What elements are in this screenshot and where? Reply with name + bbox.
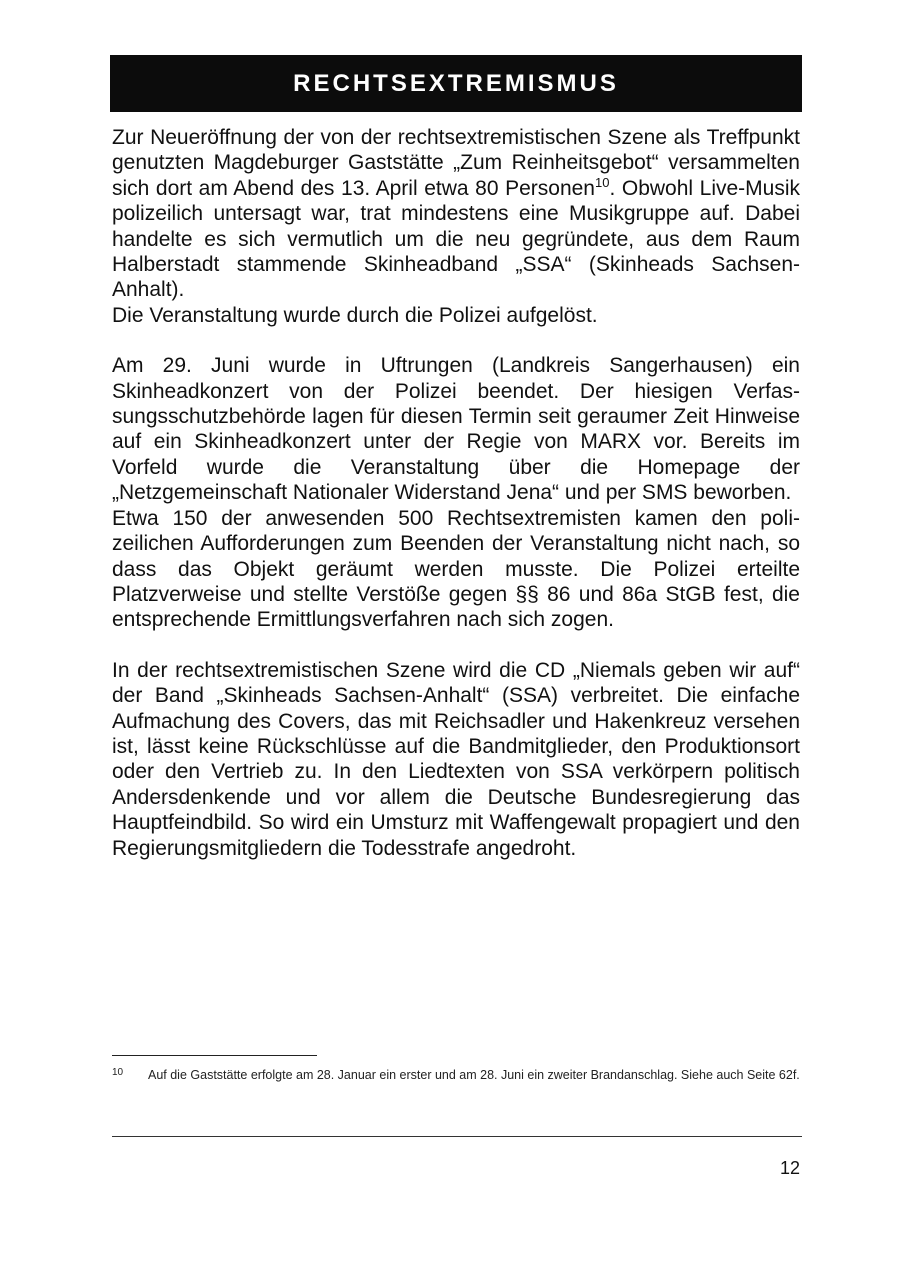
footnote-reference: 10 bbox=[594, 174, 610, 190]
paragraph-cd: In der rechtsextremistischen Szene wird die CD „Niemals geben wir auf“ der Band „Skinheads Sachsen-Anhalt“ (SSA) verbreitet. Die einfache Aufmachung des Covers, das mit Reichsadler und Hakenkreuz versehen ist, lässt keine Rückschlüsse auf die Bandmitglieder, den Produktionsort oder den Vertrieb zu. In den Liedtexten von SSA verkörpern politisch Andersdenkende und vor allem die Deutsche Bundesregierung das Hauptfeindbild. So wird ein Umsturz mit Waffengewalt propagiert und den Regierungsmitgliedern die Todesstrafe angedroht. bbox=[112, 658, 800, 860]
section-header-bar bbox=[110, 55, 802, 112]
paragraph-uftrungen-continuation: Etwa 150 der anwesenden 500 Rechtsextremisten kamen den polizeilichen Aufforderungen zum Beenden der Veranstaltung nicht nach, so dass das Objekt geräumt werden musste. Die Polizei erteilte Platzverweise und stellte Verstöße gegen §§ 86 und 86a StGB fest, die entsprechende Ermittlungsverfahren nach sich zogen. bbox=[112, 506, 800, 632]
paragraph-uftrungen: Am 29. Juni wurde in Uftrungen (Landkreis Sangerhausen) ein Skinheadkonzert von der Polizei beendet. Der hiesigen Verfassungsschutzbehörde lagen für diesen Termin seit geraumer Zeit Hinweise auf ein Skinheadkonzert unter der Regie von MARX vor. Bereits im Vorfeld wurde die Veranstaltung über die Homepage der „Netzgemeinschaft Nationaler Widerstand Jena“ und per SMS beworben. bbox=[112, 354, 800, 505]
paragraph-1-text-b: . Obwohl Live-Musik polizeilich untersagt war, trat mindestens eine Musikgruppe auf. Dabei handelte es sich vermutlich um die neu gegründete, aus dem Raum Halberstadt stammende Skinheadband „SSA“ (Skinheads Sachsen-Anhalt). bbox=[112, 176, 801, 302]
footnote-marker: 10 bbox=[112, 1067, 124, 1078]
section-title: RECHTSEXTREMISMUS bbox=[293, 69, 619, 97]
footnote-text: Auf die Gaststätte erfolgte am 28. Januar ein erster und am 28. Juni ein zweiter Brandanschlag. Siehe auch Seite 62f. bbox=[148, 1068, 800, 1082]
paragraph-gaststaette bbox=[112, 125, 800, 328]
page-footer-divider bbox=[112, 1136, 802, 1137]
body-text bbox=[112, 125, 800, 861]
paragraph-1-text-a: Zur Neueröffnung der von der rechtsextremistischen Szene als Treffpunkt genutzten Magdeburger Gaststätte „Zum Reinheitsgebot“ versammelten sich dort am Abend des 13. April etwa 80 Personen bbox=[112, 126, 800, 200]
page-number: 12 bbox=[779, 1158, 800, 1178]
paragraph-1-closing: Die Veranstaltung wurde durch die Polizei aufgelöst. bbox=[112, 303, 598, 327]
footnote bbox=[112, 1066, 802, 1084]
footnote-divider bbox=[112, 1055, 317, 1056]
